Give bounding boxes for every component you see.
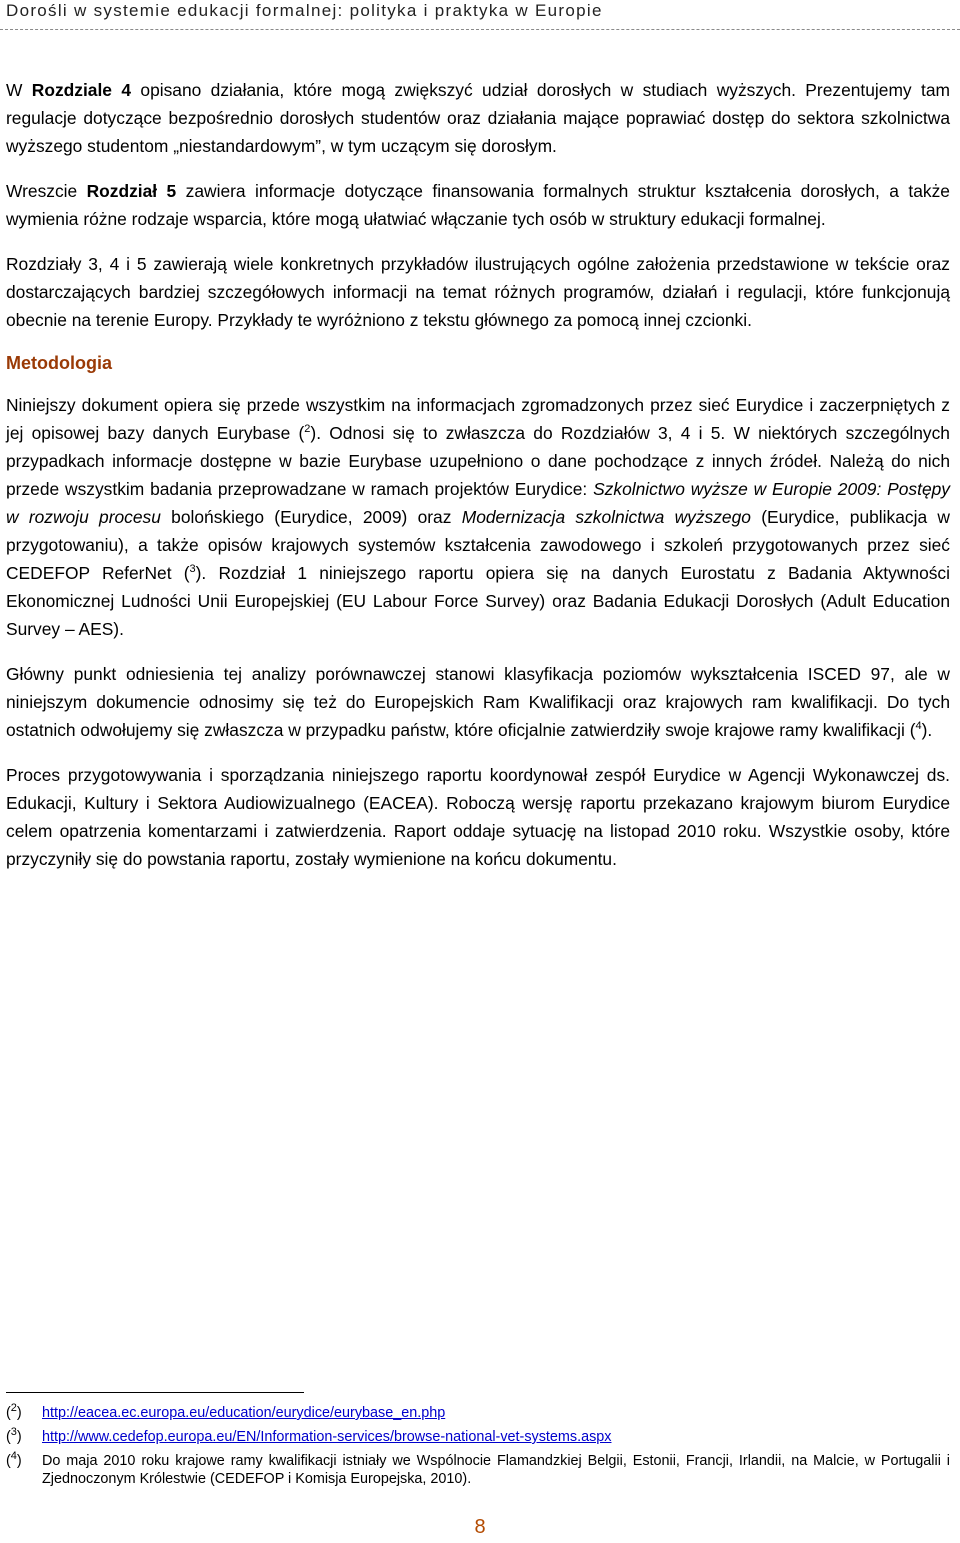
footnote-text: Do maja 2010 roku krajowe ramy kwalifikacji istniały we Wspólnocie Flamandzkiej Belgii, Estonii, Francji, Irlandii, na Malcie, w Portugalii i Zjednoczonym Królestwie (CEDEFOP i Komisja Europejska, 2010). [42, 1453, 950, 1487]
footnote-item [6, 1404, 950, 1422]
footnote-marker: ($^3$) [6, 1426, 22, 1445]
text-run: Wreszcie [6, 181, 87, 201]
footnote-item [6, 1428, 950, 1446]
running-header: Dorośli w systemie edukacji formalnej: polityka i praktyka w Europie [6, 1, 603, 20]
paragraph-chapter-4 [6, 76, 950, 160]
footnote-link[interactable]: http://eacea.ec.europa.eu/education/eurydice/eurybase_en.php [42, 1405, 446, 1421]
paragraph-sources [6, 391, 950, 643]
footnote-item [6, 1452, 950, 1488]
text-run: ). Odnosi się to zwłaszcza do Rozdziałów 3, 4 i 5. W niektórych szczególnych przypadkach informacje dostępne w bazie Eurybase uzupełniono o dane pochodzące z innych źródeł. Należą do nich przede wszystkim badania przeprowadzane w ramach projektów Eurydice: [6, 423, 950, 499]
publication-title: Szkolnictwo wyższe w Europie 2009: Postępy w rozwoju procesu [6, 479, 950, 527]
footnote-marker: ($^2$) [6, 1402, 22, 1421]
publication-title: Modernizacja szkolnictwa wyższego [461, 507, 751, 527]
text-run: bolońskiego (Eurydice, 2009) oraz [160, 507, 462, 527]
section-heading-methodology: Metodologia [6, 353, 112, 373]
text-run: opisano działania, które mogą zwiększyć udział dorosłych w studiach wyższych. Prezentujemy tam regulacje dotyczące bezpośrednio dorosłych studentów oraz działania mające poprawiać dostęp do sektora szkolnictwa wyższego studentom „niestandardowym”, w tym uczącym się dorosłym. [6, 80, 950, 156]
text-run: Niniejszy dokument opiera się przede wszystkim na informacjach zgromadzonych przez sieć Eurydice i zaczerpniętych z jej opisowej bazy danych Eurybase ( [6, 395, 950, 443]
footnote-marker: ($^4$) [6, 1450, 22, 1469]
footnote-ref[interactable]: 3 [189, 563, 196, 576]
chapter-reference: Rozdział 5 [86, 181, 177, 201]
footnote-divider [6, 1392, 304, 1393]
chapter-reference: Rozdziale 4 [31, 80, 132, 100]
header-divider [0, 29, 960, 30]
paragraph-chapter-5 [6, 177, 950, 233]
footnote-ref[interactable]: 2 [304, 423, 311, 436]
paragraph-process: Proces przygotowywania i sporządzania niniejszego raportu koordynował zespół Eurydice w Agencji Wykonawczej ds. Edukacji, Kultury i Sektora Audiowizualnego (EACEA). Roboczą wersję raportu przekazano krajowym biurom Eurydice celem opatrzenia komentarzami i zatwierdzenia. Raport oddaje sytuację na listopad 2010 roku. Wszystkie osoby, które przyczyniły się do powstania raportu, zostały wymienione na końcu dokumentu. [6, 765, 950, 869]
text-run: zawiera informacje dotyczące finansowania formalnych struktur kształcenia dorosłych, a także wymienia różne rodzaje wsparcia, które mogą ułatwiać włączanie tych osób w struktury edukacji formalnej. [6, 181, 950, 229]
text-run: ). Rozdział 1 niniejszego raportu opiera się na danych Eurostatu z Badania Aktywności Ekonomicznej Ludności Unii Europejskiej (EU Labour Force Survey) oraz Badania Edukacji Dorosłych (Adult Education Survey – AES). [6, 563, 950, 639]
paragraph-examples: Rozdziały 3, 4 i 5 zawierają wiele konkretnych przykładów ilustrujących ogólne założenia przedstawione w tekście oraz dostarczających bardziej szczegółowych informacji na temat różnych programów, działań i regulacji, które funkcjonują obecnie na terenie Europy. Przykłady te wyróżniono z tekstu głównego za pomocą innej czcionki. [6, 254, 950, 330]
paragraph-isced [6, 660, 950, 744]
text-run: W [6, 80, 32, 100]
page-number: 8 [474, 1516, 486, 1538]
main-content [6, 76, 950, 890]
footnote-link[interactable]: http://www.cedefop.europa.eu/EN/Information-services/browse-national-vet-systems.aspx [42, 1429, 612, 1445]
text-run: Główny punkt odniesienia tej analizy porównawczej stanowi klasyfikacja poziomów wykształcenia ISCED 97, ale w niniejszym dokumencie odnosimy się też do Europejskich Ram Kwalifikacji oraz krajowych ram kwalifikacji. Do tych ostatnich odwołujemy się zwłaszcza w przypadku państw, które oficjalnie zatwierdziły swoje krajowe ramy kwalifikacji ( [6, 664, 950, 740]
footnotes [6, 1404, 950, 1494]
text-run: ). [921, 720, 933, 740]
text-run: (Eurydice, publikacja w przygotowaniu), a także opisów krajowych systemów kształcenia zawodowego i szkoleń przygotowanych przez sieć CEDEFOP ReferNet ( [6, 507, 950, 583]
footnote-ref[interactable]: 4 [915, 720, 922, 733]
